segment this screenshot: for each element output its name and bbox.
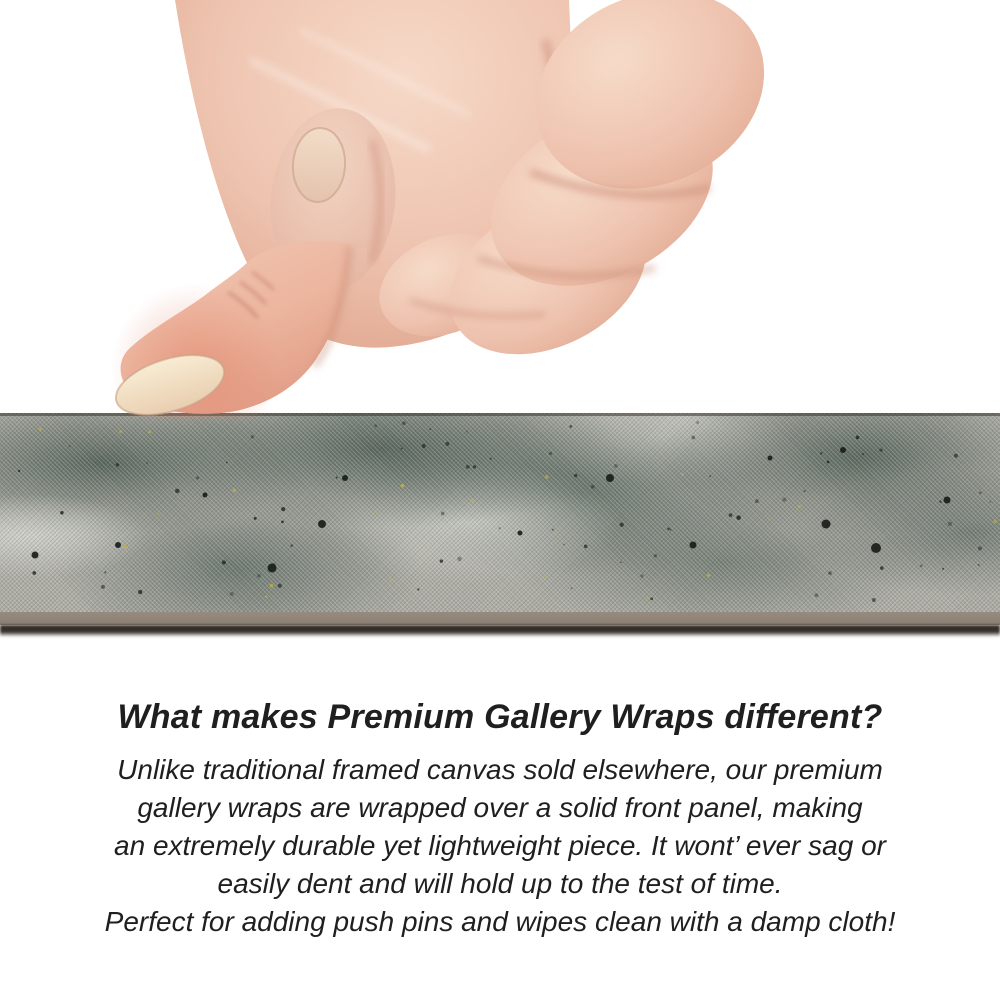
- canvas-wrap-fold-edge: [0, 612, 1000, 625]
- canvas-texture: [0, 413, 1000, 612]
- body-text: [0, 751, 1000, 941]
- thumb: [109, 241, 350, 420]
- section-heading: What makes Premium Gallery Wraps different?: [117, 698, 883, 736]
- body-line: an extremely durable yet lightweight piece. It wont’ ever sag or: [114, 830, 886, 861]
- canvas-speckle-dots: [0, 413, 1000, 612]
- body-line: Perfect for adding push pins and wipes clean with a damp cloth!: [104, 906, 896, 937]
- body-line: easily dent and will hold up to the test of time.: [217, 868, 783, 899]
- canvas-edge-photo: [0, 413, 1000, 637]
- body-line: Unlike traditional framed canvas sold elsewhere, our premium: [117, 754, 883, 785]
- hand-photo: [0, 0, 1000, 420]
- body-line: gallery wraps are wrapped over a solid front panel, making: [137, 792, 863, 823]
- canvas-edge-shadow: [0, 625, 1000, 637]
- marketing-copy: [0, 698, 1000, 941]
